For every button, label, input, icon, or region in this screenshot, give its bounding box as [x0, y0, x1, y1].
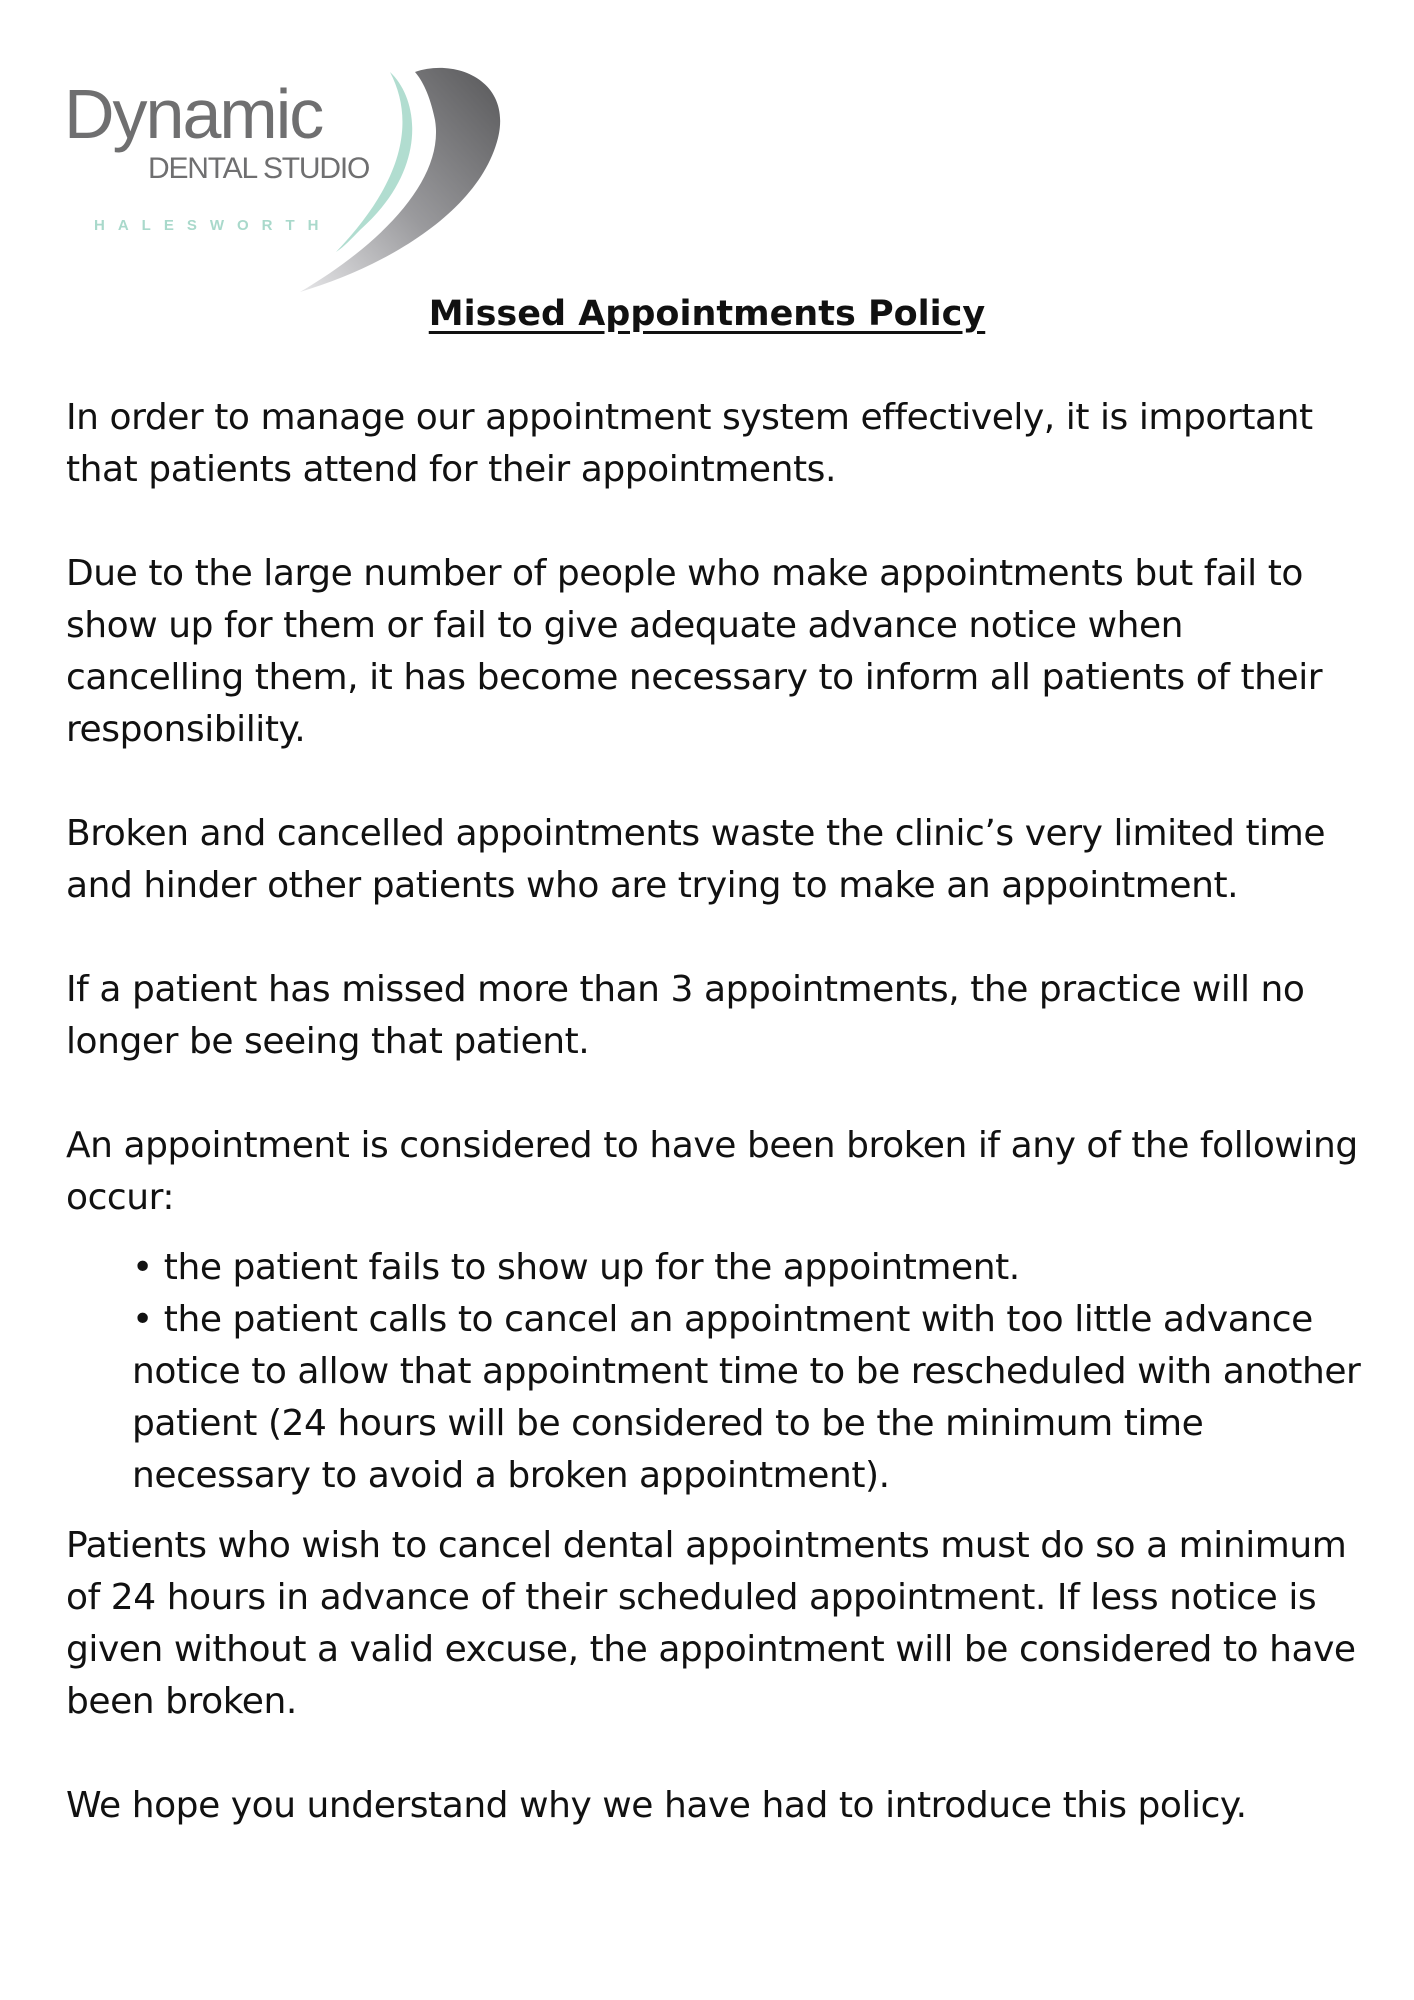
- practice-logo: [60, 60, 520, 300]
- paragraph: Broken and cancelled appointments waste the clinic’s very limited time and hinder other patients who are trying to make an appointment.: [66, 813, 1326, 906]
- list-item: [132, 1294, 1366, 1502]
- list-item: [132, 1242, 1366, 1294]
- paragraph: If a patient has missed more than 3 appointments, the practice will no longer be seeing that patient.: [66, 969, 1305, 1062]
- broken-appointment-conditions: [66, 1242, 1366, 1502]
- paragraph: An appointment is considered to have been broken if any of the following occur:: [66, 1125, 1358, 1218]
- logo-location: HALESWORTH: [94, 217, 332, 234]
- bullet-marker: •: [132, 1299, 153, 1340]
- policy-body: [66, 392, 1366, 1884]
- list-item-text: the patient fails to show up for the appointment.: [163, 1247, 1020, 1288]
- logo-name-sub: DENTAL STUDIO: [148, 152, 370, 185]
- logo-name-main: Dynamic: [64, 75, 323, 153]
- paragraph: Patients who wish to cancel dental appointments must do so a minimum of 24 hours in advance of their scheduled appointment. If less notice is given without a valid excuse, the appointment will be considered to have been broken.: [66, 1525, 1356, 1722]
- policy-title: Missed Appointments Policy: [428, 294, 986, 334]
- list-item-text: the patient calls to cancel an appointment with too little advance notice to allow that appointment time to be rescheduled with another patient (24 hours will be considered to be the minimum time necessary to avoid a broken appointment).: [132, 1299, 1361, 1496]
- paragraph: In order to manage our appointment system effectively, it is important that patients attend for their appointments.: [66, 397, 1313, 490]
- paragraph: We hope you understand why we have had to introduce this policy.: [66, 1785, 1247, 1826]
- paragraph: Due to the large number of people who make appointments but fail to show up for them or fail to give adequate advance notice when cancelling them, it has become necessary to inform all patients of their responsibility.: [66, 553, 1323, 750]
- bullet-marker: •: [132, 1247, 153, 1288]
